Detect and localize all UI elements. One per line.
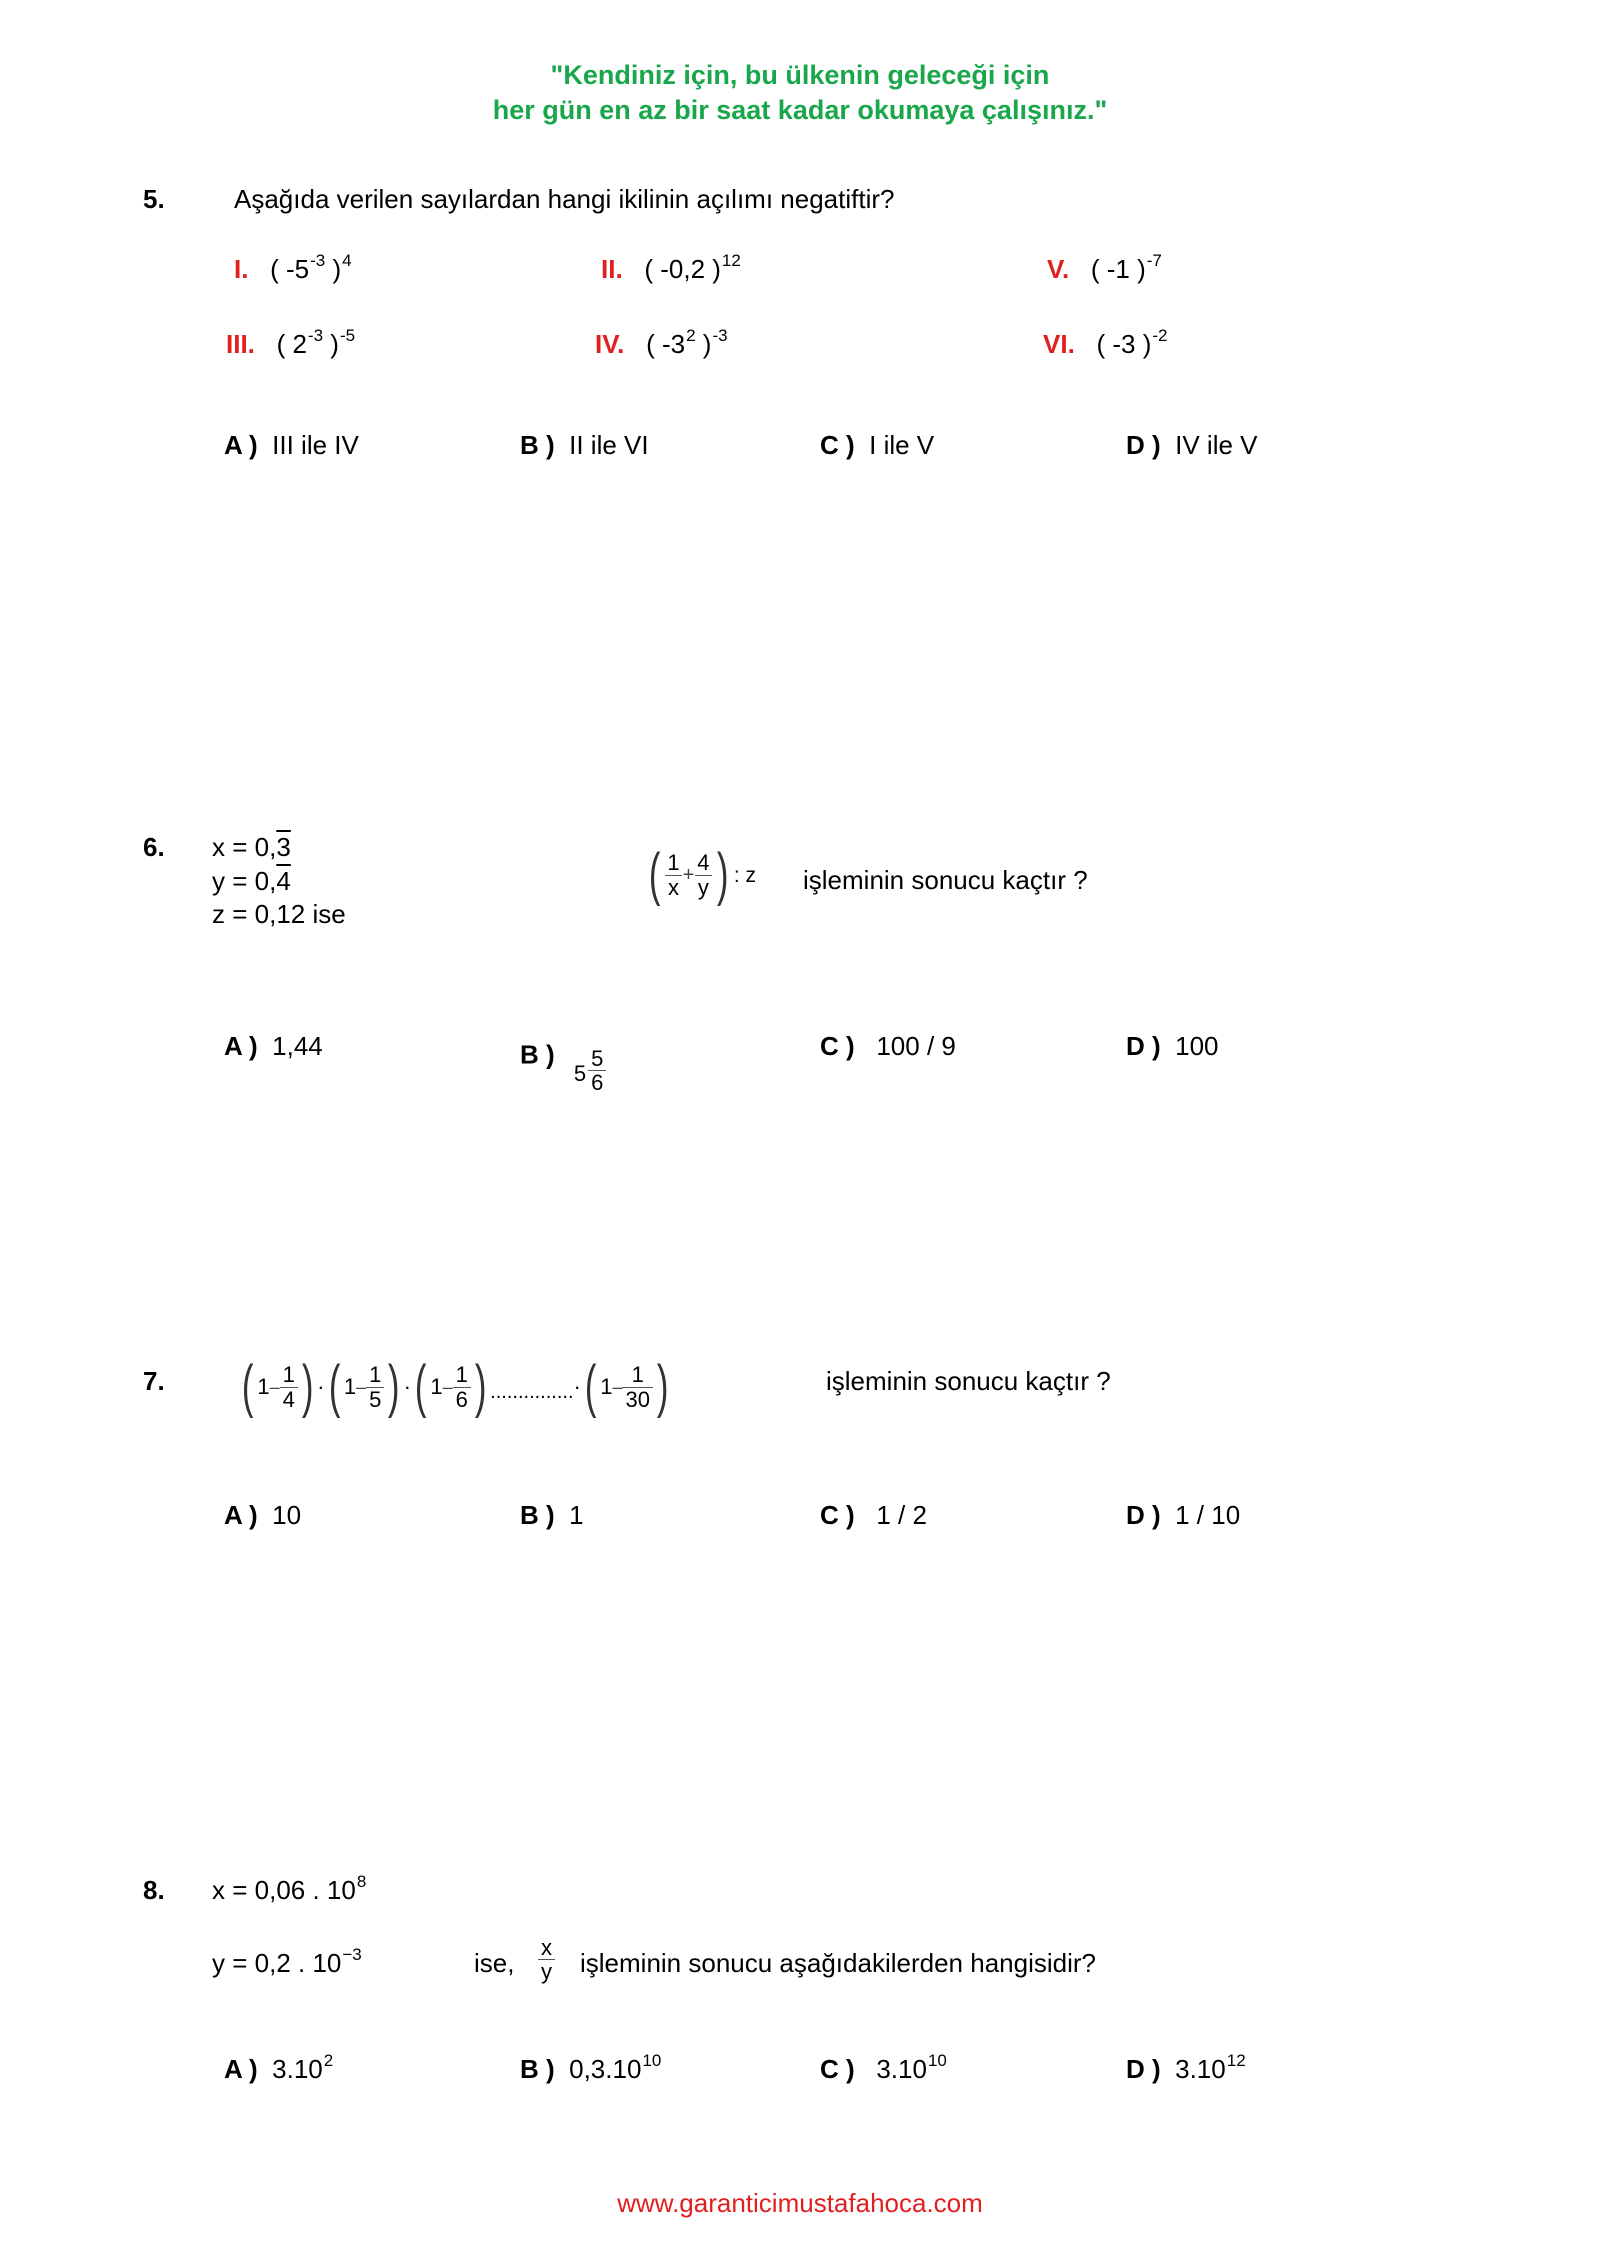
q7-option-b[interactable]: B ) 1 bbox=[520, 1500, 584, 1530]
motto-line-1: "Kendiniz için, bu ülkenin geleceği için bbox=[550, 60, 1050, 90]
q5-item-5-label: V. bbox=[1047, 254, 1070, 284]
q5-item-3: III. ( $2^{-3}$ )$^{-5}$ bbox=[226, 326, 356, 359]
q6-option-d[interactable]: D ) 100 bbox=[1126, 1031, 1219, 1061]
question-6-number: 6. bbox=[143, 832, 165, 862]
question-7-number: 7. bbox=[143, 1366, 165, 1396]
q5-option-d[interactable]: D ) IV ile V bbox=[1126, 430, 1258, 460]
q8-x-def: x = 0,06 . $10^8$ bbox=[212, 1872, 367, 1905]
q6-x-def: x = 0,3 bbox=[212, 832, 291, 862]
q5-item-6-label: VI. bbox=[1043, 329, 1075, 359]
q7-option-c[interactable]: C ) 1 / 2 bbox=[820, 1500, 927, 1530]
q5-item-6: VI. ( -3 )$^{-2}$ bbox=[1043, 326, 1168, 359]
question-5-text: Aşağıda verilen sayılardan hangi ikilinin açılımı negatiftir? bbox=[234, 184, 895, 214]
q8-ise: ise, bbox=[474, 1948, 515, 1978]
q5-item-2: II. ( -0,2 )$^{12}$ bbox=[601, 251, 741, 284]
q5-item-1-label: I. bbox=[234, 254, 249, 284]
q8-y-def: y = 0,2 . $10^{-3}$ bbox=[212, 1945, 362, 1978]
question-8-number: 8. bbox=[143, 1875, 165, 1905]
q5-item-3-label: III. bbox=[226, 329, 255, 359]
q5-item-1: I. ( $-5^{-3}$ )$^4$ bbox=[234, 251, 352, 284]
q6-y-def: y = 0,4 bbox=[212, 866, 291, 896]
q7-question: işleminin sonucu kaçtır ? bbox=[826, 1366, 1111, 1396]
question-5-number: 5. bbox=[143, 184, 165, 214]
q5-option-b[interactable]: B ) II ile VI bbox=[520, 430, 649, 460]
q6-option-c[interactable]: C ) 100 / 9 bbox=[820, 1031, 956, 1061]
q5-option-a[interactable]: A ) III ile IV bbox=[224, 430, 359, 460]
q8-fraction: $\frac{x}{y}$ bbox=[538, 1936, 555, 1983]
q7-ellipsis-dots: ............... bbox=[490, 1381, 574, 1403]
footer-website-link[interactable]: www.garanticimustafahoca.com bbox=[617, 2188, 983, 2218]
q5-item-4-label: IV. bbox=[595, 329, 625, 359]
q6-z-def: z = 0,12 ise bbox=[212, 899, 346, 929]
q6-question: işleminin sonucu kaçtır ? bbox=[803, 865, 1088, 895]
q8-question: işleminin sonucu aşağıdakilerden hangisidir? bbox=[580, 1948, 1096, 1978]
q8-option-a[interactable]: A ) 3.10$^2$ bbox=[224, 2051, 334, 2084]
q7-option-d[interactable]: D ) 1 / 10 bbox=[1126, 1500, 1241, 1530]
q8-option-c[interactable]: C ) 3.10$^{10}$ bbox=[820, 2051, 947, 2084]
q8-option-d[interactable]: D ) 3.10$^{12}$ bbox=[1126, 2051, 1246, 2084]
q5-item-4: IV. ( $-3^2$ )$^{-3}$ bbox=[595, 326, 728, 359]
q8-option-b[interactable]: B ) 0,3.10$^{10}$ bbox=[520, 2051, 662, 2084]
motto-line-2: her gün en az bir saat kadar okumaya çalışınız." bbox=[492, 95, 1108, 125]
q6-option-b[interactable]: B ) 5 $\frac{5}{6}$ bbox=[520, 1033, 606, 1080]
q5-option-c[interactable]: C ) I ile V bbox=[820, 430, 935, 460]
q5-item-2-label: II. bbox=[601, 254, 623, 284]
q7-expression: ( 1 – $\frac{1}{4}$ ) · ( 1 – $\frac{1}{5}$ ) · ( 1 – $\frac{1}{6}$ ) ............... · ( 1 – $\frac{1}{30}$ ) bbox=[241, 1354, 669, 1419]
q5-item-5: V. ( -1 )$^{-7}$ bbox=[1047, 251, 1162, 284]
q7-option-a[interactable]: A ) 10 bbox=[224, 1500, 302, 1530]
q6-expression: ( $\frac{1}{x}$ + $\frac{4}{y}$ ) : z bbox=[648, 842, 757, 907]
q6-option-a[interactable]: A ) 1,44 bbox=[224, 1031, 323, 1061]
